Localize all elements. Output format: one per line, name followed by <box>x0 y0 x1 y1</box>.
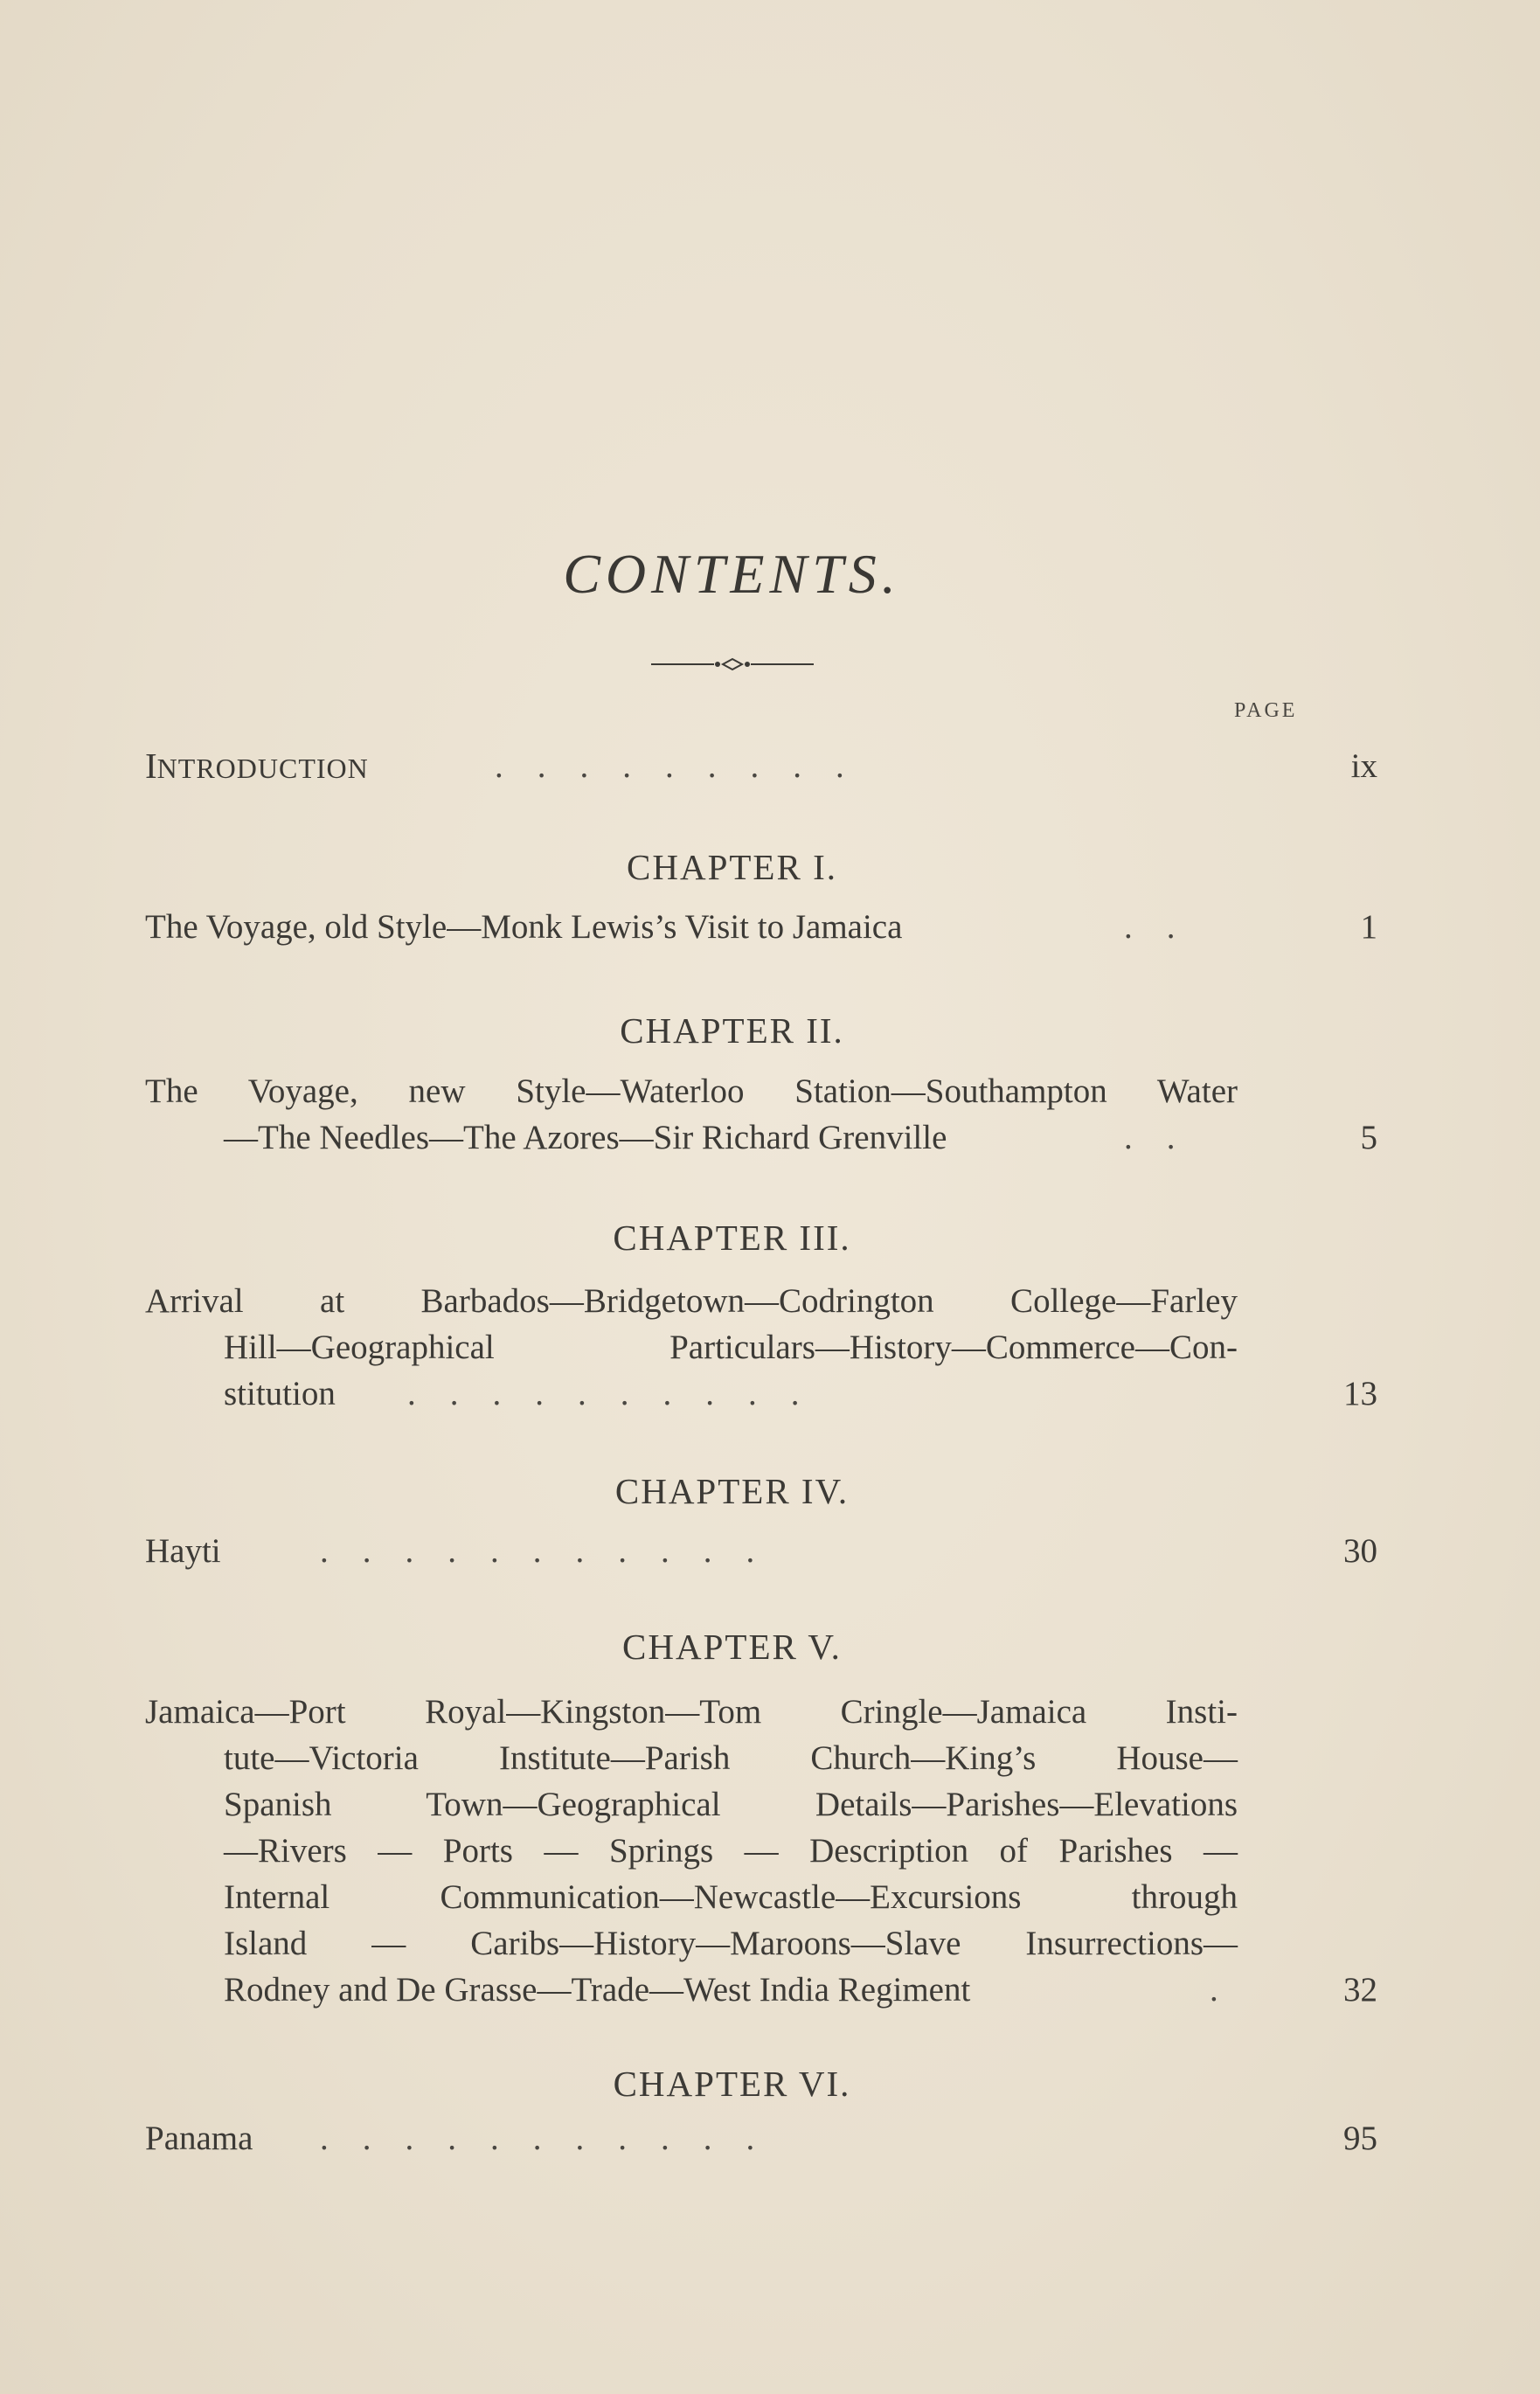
toc-entry-introduction <box>145 743 1377 792</box>
leader-dots: . . <box>1124 1119 1176 1156</box>
page-number: 1 <box>1360 908 1377 946</box>
chapter-heading: CHAPTER III. <box>613 1218 851 1258</box>
leader-dots: . . <box>1124 908 1176 946</box>
toc-entry-chapter-1 <box>145 904 1377 950</box>
toc-entry-chapter-4 <box>145 1528 1377 1574</box>
entry-text: Rodney and De Grasse—Trade—West India Regiment <box>224 1971 971 2009</box>
entry-text: —Rivers — Ports — Springs — Description of Parishes — <box>224 1832 1238 1870</box>
leader-dots: . . . . . . . . . . . <box>320 2120 755 2157</box>
page-number: 95 <box>1343 2120 1377 2157</box>
entry-text: —The Needles—The Azores—Sir Richard Grenville <box>224 1119 947 1156</box>
entry-text: Internal Communication—Newcastle—Excursions through <box>224 1878 1238 1916</box>
entry-text: Hill—Geographical Particulars—History—Commerce—Con- <box>224 1329 1238 1366</box>
page-number: 13 <box>1343 1375 1377 1412</box>
entry-text: Jamaica—Port Royal—Kingston—Tom Cringle—Jamaica Insti- <box>145 1693 1238 1731</box>
page-column-label: PAGE <box>1234 699 1298 722</box>
entry-text: Hayti <box>145 1532 221 1570</box>
chapter-heading: CHAPTER V. <box>622 1627 842 1667</box>
entry-text: Panama <box>145 2120 253 2157</box>
chapter-heading: CHAPTER IV. <box>614 1471 850 1511</box>
toc-entry-chapter-5 <box>145 1689 1377 2013</box>
entry-text: Island — Caribs—History—Maroons—Slave Insurrections— <box>224 1925 1238 1962</box>
chapter-heading: CHAPTER I. <box>627 847 837 887</box>
entry-text: tute—Victoria Institute—Parish Church—King’s House— <box>224 1739 1238 1777</box>
divider-ornament-icon <box>651 657 814 671</box>
chapter-heading: CHAPTER VI. <box>613 2064 851 2104</box>
entry-text: stitution <box>224 1375 336 1412</box>
entry-text: Spanish Town—Geographical Details—Parishes—Elevations <box>224 1786 1238 1823</box>
chapter-heading: CHAPTER II. <box>620 1010 844 1051</box>
entry-text: Arrival at Barbados—Bridgetown—Codrington College—Farley <box>145 1282 1238 1320</box>
leader-dots: . . . . . . . . . <box>495 747 844 785</box>
page-number: 5 <box>1360 1119 1377 1156</box>
leader-dots: . . . . . . . . . . <box>407 1375 800 1412</box>
leader-dots: . . . . . . . . . . . <box>320 1532 755 1570</box>
page-number: 30 <box>1343 1532 1377 1570</box>
page-number: ix <box>1350 747 1377 785</box>
entry-text: The Voyage, new Style—Waterloo Station—Southampton Water <box>145 1072 1238 1110</box>
toc-entry-chapter-6 <box>145 2115 1377 2162</box>
entry-text: The Voyage, old Style—Monk Lewis’s Visit to Jamaica <box>145 908 903 946</box>
leader-dots: . <box>1210 1971 1218 2009</box>
toc-entry-chapter-3 <box>145 1278 1377 1417</box>
page-number: 32 <box>1343 1971 1377 2009</box>
page-title: CONTENTS. <box>563 543 901 605</box>
toc-entry-chapter-2 <box>145 1068 1377 1161</box>
entry-title: INTRODUCTION <box>145 746 369 786</box>
